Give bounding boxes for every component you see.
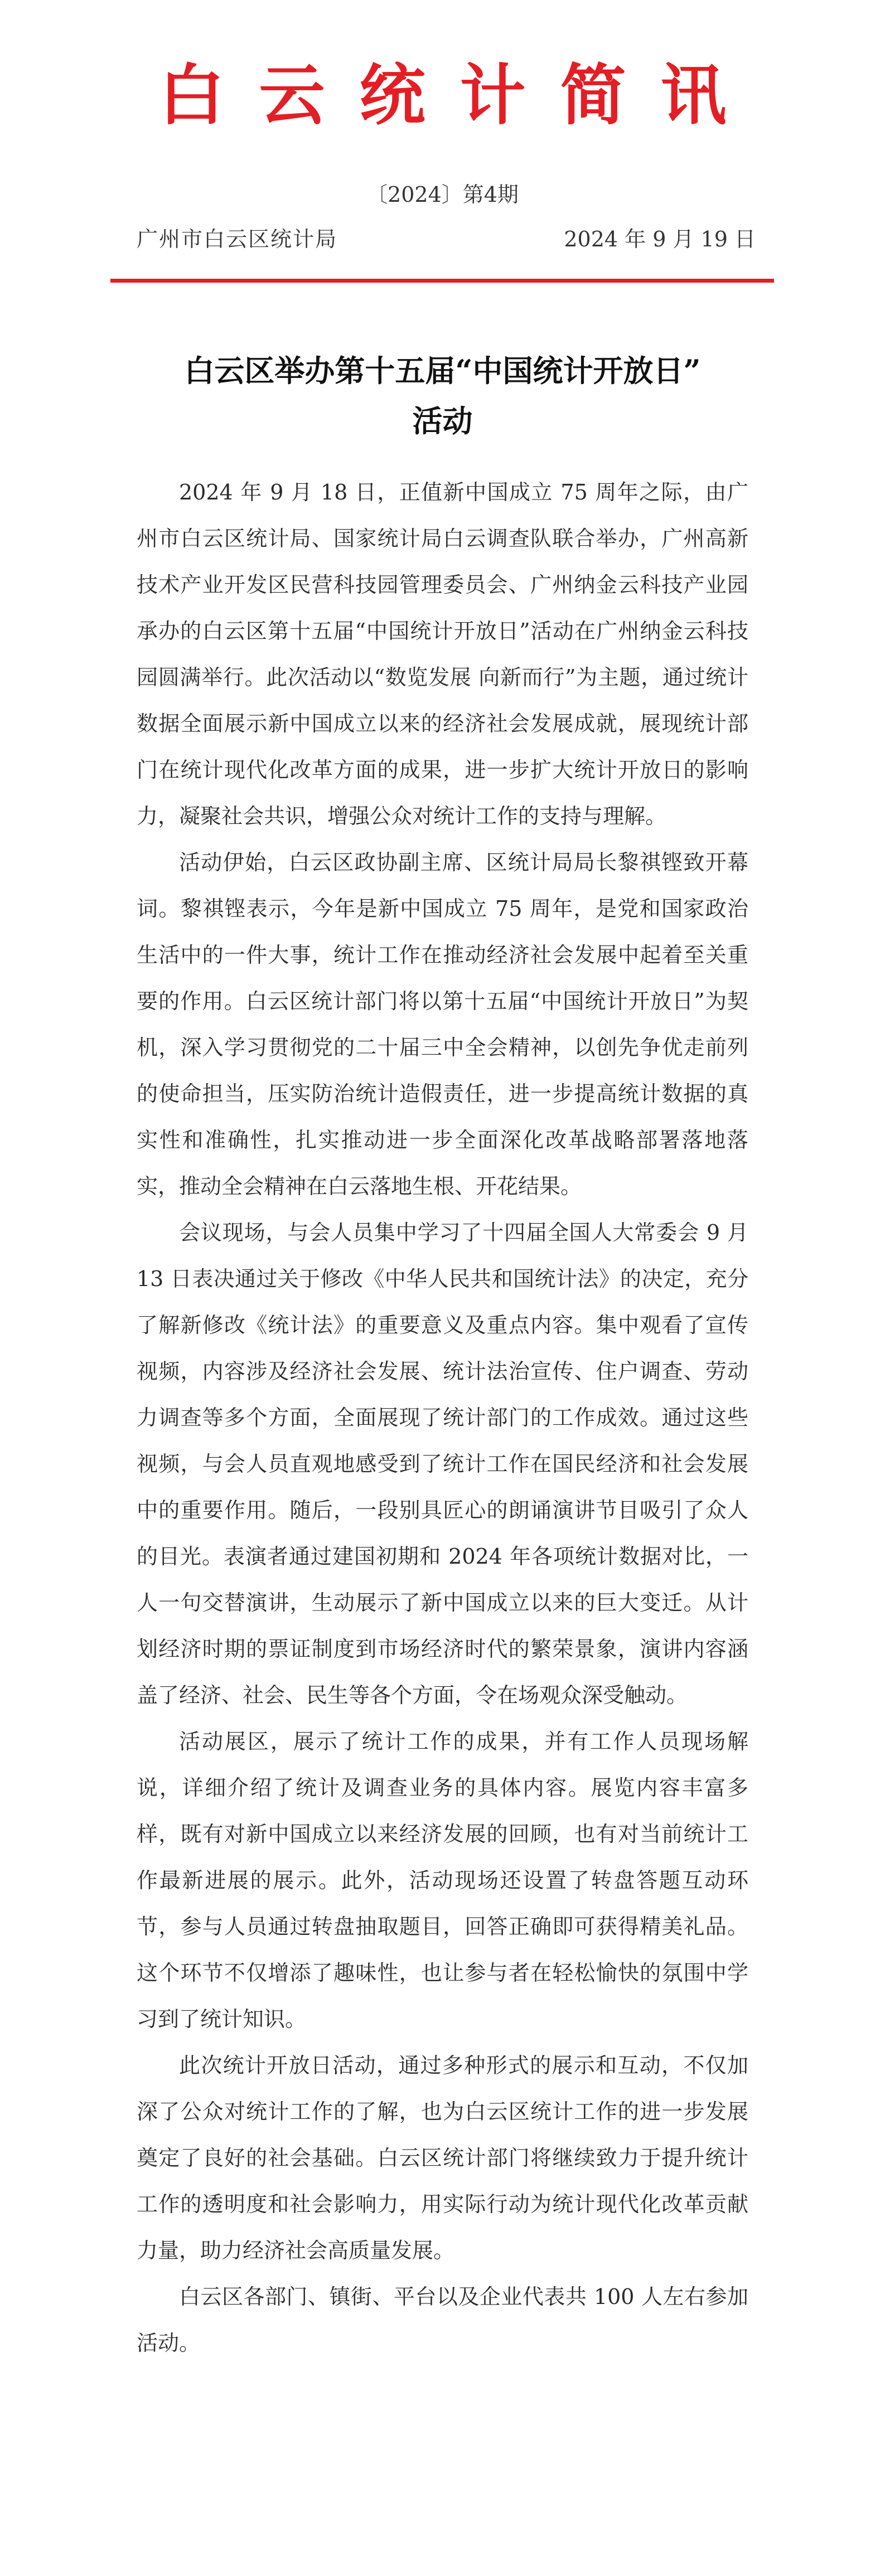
publisher: 广州市白云区统计局 [137,227,338,251]
article-title [128,346,757,446]
paragraph-1: 2024 年 9 月 18 日，正值新中国成立 75 周年之际，由广州市白云区统计局、国家统计局白云调查队联合举办，广州高新技术产业开发区民营科技园管理委员会、广州纳金云科技产业园承办的白云区第十五届“中国统计开放日”活动在广州纳金云科技园圆满举行。此次活动以“数览发展 向新而行”为主题，通过统计数据全面展示新中国成立以来的经济社会发展成就，展现统计部门在统计现代化改革方面的成果，进一步扩大统计开放日的影响力，凝聚社会共识，增强公众对统计工作的支持与理解。 [137,480,748,828]
red-divider [110,279,774,283]
issue-number: 〔2024〕第4期 [366,182,519,207]
paragraph-3: 会议现场，与会人员集中学习了十四届全国人大常委会 9 月 13 日表决通过关于修改《中华人民共和国统计法》的决定，充分了解新修改《统计法》的重要意义及重点内容。集中观看了宣传视频，内容涉及经济社会发展、统计法治宣传、住户调查、劳动力调查等多个方面，全面展现了统计部门的工作成效。通过这些视频，与会人员直观地感受到了统计工作在国民经济和社会发展中的重要作用。随后，一段别具匠心的朗诵演讲节目吸引了众人的目光。表演者通过建国初期和 2024 年各项统计数据对比，一人一句交替演讲，生动展示了新中国成立以来的巨大变迁。从计划经济时期的票证制度到市场经济时代的繁荣景象，演讲内容涵盖了经济、社会、民生等各个方面，令在场观众深受触动。 [137,1220,748,1707]
article-body [137,469,748,2366]
paragraph-5: 此次统计开放日活动，通过多种形式的展示和互动，不仅加深了公众对统计工作的了解，也为白云区统计工作的进一步发展奠定了良好的社会基础。白云区统计部门将继续致力于提升统计工作的透明度和社会影响力，用实际行动为统计现代化改革贡献力量，助力经济社会高质量发展。 [137,2053,748,2263]
article-title-line-2: 活动 [412,403,473,439]
masthead-title: 白云统计简讯 [158,56,761,134]
article-title-line-1: 白云区举办第十五届“中国统计开放日” [184,353,701,389]
paragraph-6: 白云区各部门、镇街、平台以及企业代表共 100 人左右参加活动。 [137,2284,748,2355]
paragraph-4: 活动展区，展示了统计工作的成果，并有工作人员现场解说，详细介绍了统计及调查业务的具体内容。展览内容丰富多样，既有对新中国成立以来经济发展的回顾，也有对当前统计工作最新进展的展示。此外，活动现场还设置了转盘答题互动环节，参与人员通过转盘抽取题目，回答正确即可获得精美礼品。这个环节不仅增添了趣味性，也让参与者在轻松愉快的氛围中学习到了统计知识。 [137,1729,748,2031]
paragraph-2: 活动伊始，白云区政协副主席、区统计局局长黎祺铿致开幕词。黎祺铿表示，今年是新中国成立 75 周年，是党和国家政治生活中的一件大事，统计工作在推动经济社会发展中起着至关重要的作用。白云区统计部门将以第十五届“中国统计开放日”为契机，深入学习贯彻党的二十届三中全会精神，以创先争优走前列的使命担当，压实防治统计造假责任，进一步提高统计数据的真实性和准确性，扎实推动进一步全面深化改革战略部署落地落实，推动全会精神在白云落地生根、开花结果。 [137,850,748,1199]
publish-date: 2024 年 9 月 19 日 [564,227,756,251]
